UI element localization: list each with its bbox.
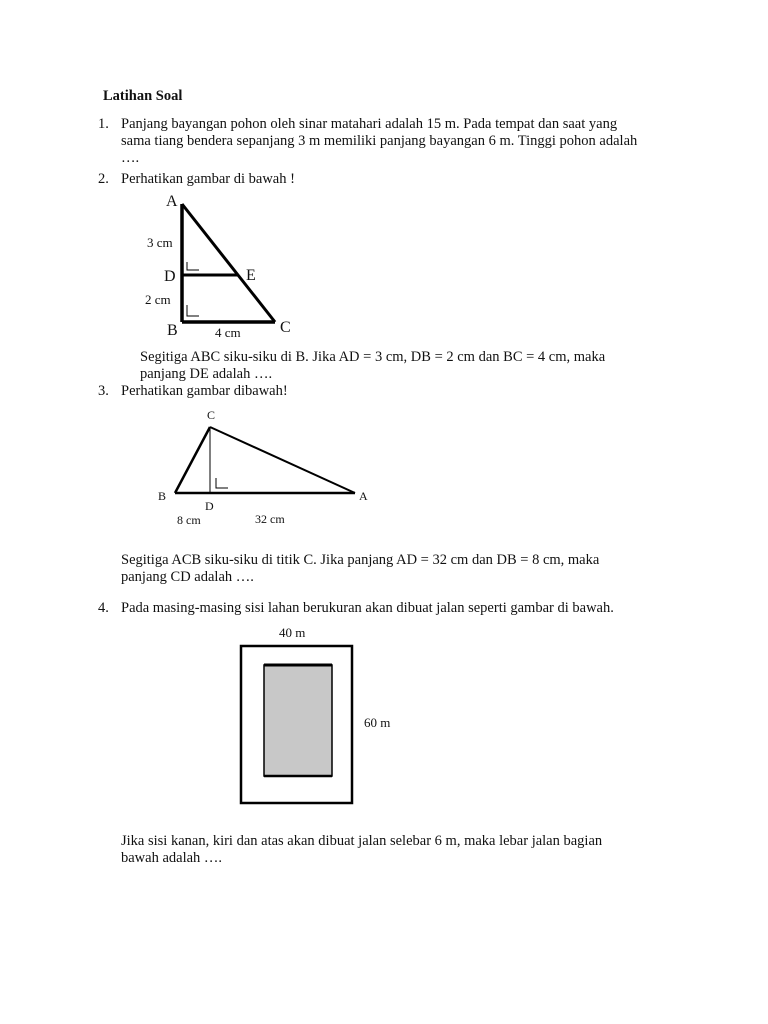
question-4-text: Pada masing-masing sisi lahan berukuran akan dibuat jalan seperti gambar di bawah. [121, 600, 614, 616]
label-height: 60 m [364, 715, 391, 730]
question-2-number: 2. [98, 171, 109, 187]
label-b: B [167, 322, 178, 339]
label-ad: 3 cm [147, 235, 173, 250]
label-a: A [166, 193, 178, 210]
question-3-caption-line-1: Segitiga ACB siku-siku di titik C. Jika panjang AD = 32 cm dan DB = 8 cm, maka [121, 552, 600, 568]
label-bd: 8 cm [177, 513, 201, 527]
label-da: 32 cm [255, 512, 285, 526]
question-3-caption [121, 552, 681, 586]
label-a: A [359, 489, 368, 503]
question-4-caption-line-1: Jika sisi kanan, kiri dan atas akan dibuat jalan selebar 6 m, maka lebar jalan bagian [121, 833, 603, 849]
question-2-caption-line-1: Segitiga ABC siku-siku di B. Jika AD = 3 cm, DB = 2 cm dan BC = 4 cm, maka [140, 349, 606, 365]
label-bc: 4 cm [215, 325, 241, 340]
question-1-line-3: …. [121, 150, 140, 166]
question-4-caption [121, 833, 681, 867]
segment-bc [175, 427, 210, 493]
label-d: D [205, 499, 214, 513]
page-title: Latihan Soal [103, 88, 183, 104]
question-2-caption [140, 349, 700, 383]
figure-triangle-abc [140, 192, 310, 342]
figure-land-plot [230, 620, 410, 810]
segment-ca [210, 427, 355, 493]
question-3-caption-line-2: panjang CD adalah …. [121, 569, 254, 585]
question-1-line-1: Panjang bayangan pohon oleh sinar matahari adalah 15 m. Pada tempat dan saat yang [121, 116, 618, 132]
question-1-text [121, 116, 681, 167]
question-2-caption-line-2: panjang DE adalah …. [140, 366, 273, 382]
figure-triangle-acb [150, 402, 380, 530]
right-angle-mark-d [216, 478, 228, 488]
label-db: 2 cm [145, 292, 171, 307]
inner-field-rect [264, 665, 332, 776]
label-c: C [280, 319, 291, 336]
label-b: B [158, 489, 167, 503]
label-width: 40 m [279, 625, 306, 640]
question-4-caption-line-2: bawah adalah …. [121, 850, 223, 866]
label-c: C [207, 408, 216, 422]
question-1-number: 1. [98, 116, 109, 132]
right-angle-mark-d [187, 262, 199, 270]
question-1-line-2: sama tiang bendera sepanjang 3 m memiliki panjang bayangan 6 m. Tinggi pohon adalah [121, 133, 638, 149]
question-4-number: 4. [98, 600, 109, 616]
question-3-number: 3. [98, 383, 109, 399]
label-d: D [164, 268, 176, 285]
label-e: E [246, 267, 256, 284]
segment-ac [182, 204, 275, 322]
question-3-text: Perhatikan gambar dibawah! [121, 383, 288, 399]
question-2-text: Perhatikan gambar di bawah ! [121, 171, 295, 187]
right-angle-mark-b [187, 305, 199, 316]
